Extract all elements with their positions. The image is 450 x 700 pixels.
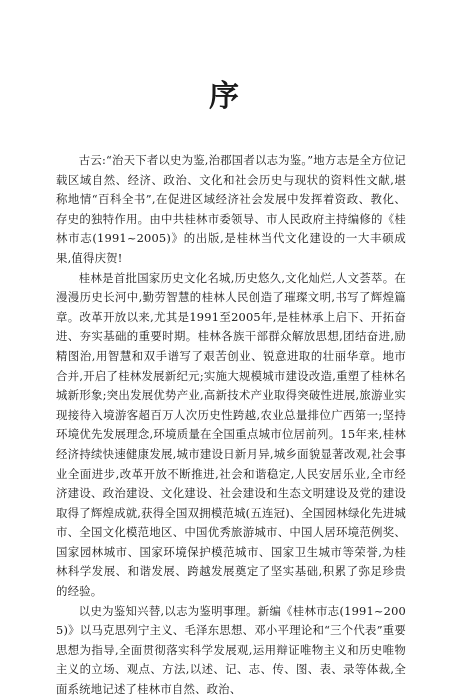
paragraph: 桂林是首批国家历史文化名城,历史悠久,文化灿烂,人文荟萃。在漫漫历史长河中,勤劳智慧的桂林人民创造了璀璨文明,书写了辉煌篇章。改革开放以来,尤其是1991至2005年,是桂林承上启下、开拓奋进、夯实基础的重要时期。桂林各族干部群众解放思想,团结奋进,励精图治,用智慧和双手谱写了艰苦创业、锐意进取的壮丽华章。地市合并,开启了桂林发展新纪元;实施大规模城市建设改造,重塑了桂林名城新形象;突出发展优势产业,高新技术产业取得突破性进展,旅游业实现接待入境游客超百万人次历史性跨越,农业总量排位广西第一;坚持环境优先发展理念,环境质量在全国重点城市位居前列。15年来,桂林经济持续快速健康发展,城市建设日新月异,城乡面貌显著改观,社会事业全面进步,改革开放不断推进,社会和谐稳定,人民安居乐业,全市经济建设、政治建设、文化建设、社会建设和生态文明建设及党的建设取得了辉煌成就,获得全国双拥模范城(五连冠)、全国园林绿化先进城市、全国文化模范地区、中国优秀旅游城市、中国人居环境范例奖、国家园林城市、国家环境保护模范城市、国家卫生城市等荣誉,为桂林科学发展、和谐发展、跨越发展奠定了坚实基础,积累了弥足珍贵的经验。 bbox=[56, 270, 406, 599]
paragraph: 古云:“治天下者以史为鉴,治郡国者以志为鉴。”地方志是全方位记载区域自然、经济、政治、文化和社会历史与现状的资料性文献,堪称地情“百科全书”,在促进区域经济社会发展中发挥着资政、教化、存史的独特作用。由中共桂林市委领导、市人民政府主持编修的《桂林市志(1991~2005)》的出版,是桂林当代文化建设的一大丰硕成果,值得庆贺! bbox=[56, 153, 406, 265]
preface-body bbox=[56, 151, 406, 700]
paragraph: 以史为鉴知兴替,以志为鉴明事理。新编《桂林市志(1991~2005)》以马克思列宁主义、毛泽东思想、邓小平理论和“三个代表”重要思想为指导,全面贯彻落实科学发展观,运用辩证唯物主义和历史唯物主义的立场、观点、方法,以述、记、志、传、图、表、录等体裁,全面系统地记述了桂林市自然、政治、 bbox=[56, 603, 406, 697]
page-title: 序 bbox=[209, 79, 241, 114]
